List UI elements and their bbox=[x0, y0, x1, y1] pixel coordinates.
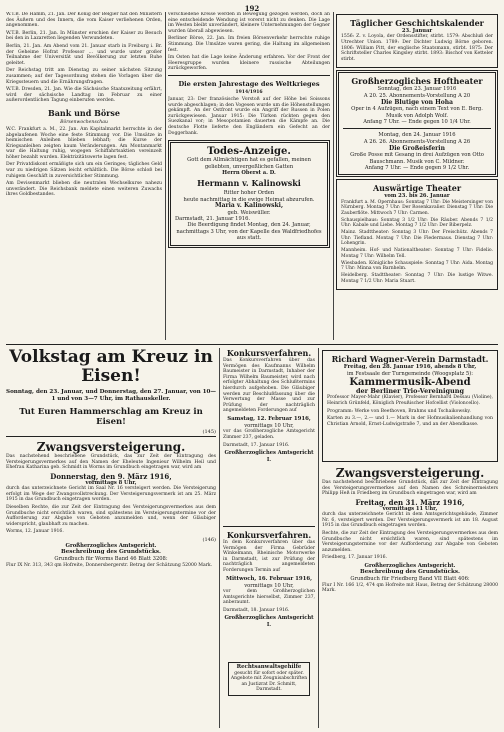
wagner-title: Richard Wagner-Verein Darmstadt. bbox=[331, 354, 489, 364]
section-subheading: Börsenwochenschau bbox=[60, 119, 108, 125]
death-notice-intro: Gott dem Allmächtigen hat es gefallen, meinen geliebten, unvergeßlichen Gatten bbox=[187, 157, 311, 170]
bankruptcy-title: Konkursverfahren. bbox=[226, 348, 312, 358]
news-item: Der Reichstag tritt am Dienstag zu seiner nächsten Sitzung zusammen; auf der Tagesordnung stehen die Vorlagen über die Kriegssteuern und die Ernährungsfragen. bbox=[6, 68, 162, 85]
theater-opera: Die Blutige von Hoha bbox=[380, 99, 454, 107]
foreclosure-notice-worms bbox=[6, 440, 216, 730]
bankruptcy-notice-2 bbox=[223, 530, 315, 656]
theater-schedule: Mannheim. Hof- und Nationaltheater: Sonntag 7 Uhr: Fidelio. Montag 7 Uhr: Wilhelm Tell. bbox=[341, 248, 493, 259]
foreclosure-text: durch das unterzeichnete Gericht im Saal Nr. 16 versteigert werden. Die Versteigerung erfolgt im Wege der Zwangsvollstreckung. Der Versteigerungsvermerk ist am 25. März 1915 in das Grundbuch eingetragen worden. bbox=[6, 486, 216, 503]
foreclosure-title: Zwangsversteigerung. bbox=[36, 440, 186, 454]
bank-report: W.C. Frankfurt a. M., 22. Jan. Am Kapitalmarkt herrschte in der abgelaufenen Woche eine feste Stimmung vor. Die Umsätze in heimischen Anleihen blieben lebhaft; die Kurse der Kriegsanleihen zeigten kaum Veränderungen. Am Montanmarkt war die Haltung ruhig, wogegen Schiffahrtsaktien vereinzelt höher bezahlt wurden. Elektrizitätswerte lagen fest. bbox=[6, 126, 162, 160]
column-separator bbox=[165, 12, 166, 340]
column-separator bbox=[318, 348, 319, 728]
foreclosure-desc-title: Beschreibung des Grundstücks. bbox=[61, 549, 161, 556]
theater-schedule: Heidelberg. Stadttheater: Sonntag 7 Uhr: Die lustige Witwe. Montag 7 1/2 Uhr: Maria Stuart. bbox=[341, 273, 493, 284]
page-number: 192 bbox=[244, 4, 260, 13]
foreclosure-title: Zwangsversteigerung. bbox=[335, 466, 485, 480]
foreclosure-text: Rechte, die zur Zeit der Eintragung des Versteigerungsvermerkes aus dem Grundbuche nicht ersichtlich waren, sind spätestens im Versteigerungstermine vor der Aufforderung zur Abgabe von Geboten anzumelden. bbox=[322, 530, 498, 553]
wagner-program: Programm: Werke von Beethoven, Brahms und Tschaikowsky. bbox=[327, 408, 471, 414]
wagner-event: Kammermusik-Abend bbox=[349, 377, 471, 389]
volkstag-cta: Tut Euren Hammerschlag am Kreuz in Eisen! bbox=[19, 407, 203, 427]
newspaper-page bbox=[6, 4, 498, 728]
wagner-society-ad bbox=[322, 350, 498, 462]
foreclosure-text: durch das unterzeichnete Gericht in dem Amtsgerichtsgebäude, Zimmer Nr. 6, versteigert werden. Der Versteigerungsvermerk ist am 18. August 1915 in das Grundbuch eingetragen worden. bbox=[322, 512, 498, 529]
bankruptcy-court: Großherzogliches Amtsgericht I. bbox=[224, 615, 314, 628]
volkstag-schedule: Sonntag, den 23. Januar, und Donnerstag, den 27. Januar, von 10—1 und von 3—7 Uhr, im Rathauskeller. bbox=[6, 389, 216, 402]
bankruptcy-time: vormittags 10 Uhr, bbox=[244, 422, 294, 429]
foreclosure-text: Das nachstehend beschriebene Grundstück, das zur Zeit der Eintragung des Versteigerungsvermerkes auf den Namen der Eheleute Ingenieur Wilhelm Heil und Ehefrau Katharina geb. Schmidt in Worms im Grundbuch eingetragen war, wird am bbox=[6, 454, 216, 471]
theater-monday-date: Montag, den 24. Januar 1916 bbox=[378, 132, 456, 139]
bankruptcy-date: Samstag, 12. Februar 1916, bbox=[227, 415, 311, 422]
theater-times: Anfang 7 Uhr. — Ende gegen 10 1/4 Uhr. bbox=[363, 119, 471, 125]
death-notice bbox=[168, 140, 330, 247]
court-theater bbox=[336, 70, 498, 177]
bankruptcy-place: Darmstadt, 17. Januar 1916. bbox=[223, 442, 290, 448]
divider bbox=[168, 75, 330, 76]
deceased-name: Hermann v. Kalinowski bbox=[197, 178, 301, 189]
foreclosure-court: Großherzogliches Amtsgericht. bbox=[65, 542, 157, 549]
death-notice-body: heute nachmittag in die ewige Heimat abzurufen. bbox=[183, 196, 315, 203]
war-anniversary-years: 1914/1916 bbox=[235, 89, 263, 95]
court-theater-title: Großherzogliches Hoftheater bbox=[351, 76, 483, 87]
news-item: W.T.B. De Hamm, 21. Jan. Der König der Belgier hat den Ministern des Äußern und des Innern, die vom Kaiser verliehenen Orden, angenommen. bbox=[6, 12, 162, 29]
theater-date: Sonntag, den 23. Januar 1916 bbox=[377, 86, 457, 93]
mourner-name: Maria v. Kalinowski, bbox=[214, 202, 284, 210]
theater-schedule: Schauspielhaus: Sonntag 3 1/2 Uhr: Die Räuber. Abends 7 1/2 Uhr: Kabale und Liebe. Montag 7 1/2 Uhr: Der Biberpelz. bbox=[341, 217, 493, 229]
divider bbox=[343, 128, 491, 129]
ad-divider bbox=[223, 526, 315, 527]
foreclosure-desc: Grundbuch für Friedberg Band VII Blatt 406: bbox=[350, 576, 470, 583]
theater-monday-opera: Die Großeisferin bbox=[389, 145, 445, 153]
column-separator bbox=[219, 348, 220, 728]
funeral-info: Die Beerdigung findet Montag, den 24. Januar, nachmittags 3 Uhr, von der Kapelle des Waldfriedhofes aus statt. bbox=[176, 222, 322, 242]
foreclosure-time: vormittags 11 Uhr, bbox=[382, 505, 438, 512]
foreclosure-place: Friedberg, 17. Januar 1916. bbox=[322, 555, 388, 561]
wagner-date: Freitag, den 28. Januar 1916, abends 8 Uhr, bbox=[343, 364, 477, 370]
volkstag-title: Volkstag am Kreuz in Eisen! bbox=[9, 348, 213, 386]
theater-desc: Oper in 4 Aufzügen, nach einem Text von E. Berg. Musik von Adolph Wolf. bbox=[351, 106, 483, 119]
foreclosure-text: Das nachstehend beschriebene Grundstück, das zur Zeit der Eintragung des Versteigerungsvermerkes auf den Namen des Schreinermeisters Philipp Heß in Friedberg im Grundbuch eingetragen war, wird am bbox=[322, 480, 498, 497]
history-calendar-text: 1556: Z. v. Loyola, der Ordensstifter, stirbt. 1579: Abschluß der Utrechter Union. 1789: Der Dichter Ludwig Börne geboren. 1806: William Pitt, der englische Staatsmann, stirbt. 1875: Der Schriftsteller Charles Kingsley stirbt. 1893: Bischof von Ketteler stirbt. bbox=[341, 34, 493, 62]
theater-schedule: Mainz. Stadttheater: Sonntag 3 Uhr: Der Freischütz. Abends 7 Uhr: Tiefland. Montag 7 Uhr: Die Fledermaus. Dienstag 7 Uhr: Lohengrin. bbox=[341, 230, 493, 247]
job-ad-title: Rechtsanwaltsgehilfe bbox=[236, 664, 302, 670]
wagner-venue: im Festsaale der Turngemeinde (Woogsplatz 5): bbox=[347, 371, 473, 377]
death-notice-title: Todes-Anzeige. bbox=[207, 146, 291, 158]
bankruptcy-court: Großherzogliches Amtsgericht I. bbox=[224, 450, 314, 463]
news-item: Berliner Börse, 22. Jan. Im freien Börsenverkehr herrschte ruhige Stimmung. Die Umsätze waren gering, die Haltung im allgemeinen fest. bbox=[168, 36, 330, 53]
bank-report: Der Privatdiskont ermäßigte sich um ein Geringes; tägliches Geld war zu niedrigen Sätzen leicht erhältlich. Die Börse schloß bei ruhigem Geschäft in zuversichtlicher Stimmung. bbox=[6, 162, 162, 179]
foreclosure-time: vormittags 8 Uhr, bbox=[85, 479, 137, 486]
foreclosure-notice-friedberg bbox=[322, 466, 498, 728]
bankruptcy-time: vormittags 10 Uhr, bbox=[244, 582, 294, 589]
foreclosure-desc-title: Beschreibung des Grundstücks. bbox=[360, 569, 460, 576]
foreign-theaters-date: vom 23. bis 26. Januar bbox=[384, 193, 450, 200]
column-right bbox=[336, 12, 498, 340]
theater-monday-desc: Große Posse mit Gesang in drei Aufzügen von Otto Bauschmann. Musik von C. Mildner. bbox=[350, 152, 484, 165]
foreclosure-text: Dieselben Rechte, die zur Zeit der Eintragung des Versteigerungsvermerkes aus dem Grundbuche nicht ersichtlich waren, sind spätestens im Versteigerungstermine vor der Aufforderung zur Abgabe von Geboten anzumelden und, wenn der Gläubiger widerspricht, glaubhaft zu machen. bbox=[6, 504, 216, 527]
foreign-theaters-title: Auswärtige Theater bbox=[372, 183, 462, 194]
bankruptcy-text: Das Konkursverfahren über das Vermögen des Kaufmanns Wilhelm Baumeister in Darmstadt, Inhaber der Firma Wilhelm Baumeister, wird nach erfolgter Abhaltung des Schlußtermins hierdurch aufgehoben. Die Gläubiger werden zur Beschlußfassung über die Verwertung der Masse und zur Prüfung der nachträglich angemeldeten Forderungen auf bbox=[223, 358, 315, 414]
mourner-sub: geb. Weiswüller. bbox=[227, 209, 271, 216]
theater-monday-series: A 26. 26. Abonnements-Vorstellung A 26 bbox=[363, 138, 471, 145]
foreclosure-date: Donnerstag, den 9. März 1916, bbox=[50, 471, 172, 481]
bankruptcy-text: vor dem Großherzoglichen Amtsgerichte hierselbst, Zimmer 237, anberaumt. bbox=[223, 588, 315, 606]
column-news-middle bbox=[168, 12, 330, 340]
news-item: W.T.B. Berlin, 21. Jan. In Münster erschien der Kaiser zu Besuch bei den in Lazaretten liegenden Verwundeten. bbox=[6, 30, 162, 42]
wagner-names: Professor Mayer-Mahr (Klavier), Professor Bernhard Dessau (Violine), Heinrich Grünfeld, Königlich Preußischer Hofcellist (Violoncello). bbox=[327, 395, 493, 406]
ad-divider bbox=[6, 436, 216, 437]
job-ad bbox=[223, 660, 315, 728]
war-anniversary-text: Januar, 23: Der französische Vorstoß auf der Höhe bei Soissons wurde abgeschlagen; in den Vogesen wurde um die Höhenstellungen gekämpft. An der Ostfront wurde ein Angriff der Russen in Polen zurückgewiesen. Januar 1915: Die Türken rückten gegen den Suezkanal vor; in Mesopotamien dauerten die Kämpfe an. Die deutsche Flotte lieferte den Engländern ein Gefecht an der Doggerbank. bbox=[168, 96, 330, 136]
bankruptcy-place: Darmstadt, 18. Januar 1916. bbox=[223, 607, 290, 613]
column-news-left bbox=[6, 12, 162, 340]
theater-series: A 20. 25. Abonnements-Vorstellung A 20 bbox=[363, 92, 471, 99]
job-ad-text: gesucht für sofort oder später. Angebote mit Zeugnisabschriften an Justizrat Dr. Schmitt, Darmstadt. bbox=[230, 670, 308, 692]
foreclosure-date: Freitag, den 31. März 1916, bbox=[355, 497, 465, 507]
war-anniversary-heading: Die ersten Jahrestage des Weltkrieges bbox=[178, 79, 320, 88]
section-heading-bank: Bank und Börse bbox=[47, 107, 120, 118]
bankruptcy-date: Mittwoch, 16. Februar 1916, bbox=[225, 575, 313, 582]
job-ad-box bbox=[228, 662, 311, 696]
news-item: verschiedene Kreise werden in Bewegung gezogen werden, doch an eine entscheidende Wendung ist vorerst nicht zu denken. Die Lage im Westen bleibt unverändert, kleinere Unternehmungen der Gegner wurden überall abgewiesen. bbox=[168, 12, 330, 34]
wagner-performers: der Berliner Trio-Vereinigung bbox=[355, 387, 465, 396]
bankruptcy-notice-1 bbox=[223, 348, 315, 524]
bankruptcy-text: In dem Konkursverfahren über das Vermögen der Firma Gebrüder Winkelmann, Rheinische Motorwerke in Darmstadt, ist zur Prüfung der nachträglich angemeldeten Forderungen Termin auf bbox=[223, 540, 315, 573]
news-item: W.T.B. Dresden, 21. Jan. Wie die Sächsische Staatszeitung erfährt, wird der sächsische Landtag im Februar zu einer außerordentlichen Tagung einberufen werden. bbox=[6, 87, 162, 104]
foreclosure-desc: Grundbuch für Worms Band 46 Blatt 3208: bbox=[54, 556, 168, 563]
news-item: Im Osten hat die Lage keine Änderung erfahren. Vor der Front der Heeresgruppe wurden kleinere russische Abteilungen zurückgeworfen. bbox=[168, 55, 330, 72]
death-notice-place-date: Darmstadt, 21. Januar 1916. bbox=[175, 215, 251, 222]
section-divider bbox=[6, 344, 498, 345]
bankruptcy-title: Konkursverfahren. bbox=[226, 530, 312, 540]
theater-schedule: Frankfurt a. M. Opernhaus: Sonntag 7 Uhr: Die Meistersinger von Nürnberg. Montag 7 Uhr: Der Rosenkavalier. Dienstag 7 Uhr: Die Zauberflöte. Mittwoch 7 Uhr: Carmen. bbox=[341, 199, 493, 216]
foreclosure-desc: Flur IX Nr. 313, 343 qm Hofreite, Donnersbergerstr. Betrag der Schätzung 52000 Mark. bbox=[6, 562, 213, 568]
history-calendar-date: 23. Januar bbox=[401, 28, 433, 34]
theater-schedule: Wiesbaden. Königliche Schauspiele: Sonntag 7 Uhr: Aida. Montag 7 Uhr: Minna von Barnhelm. bbox=[341, 260, 493, 272]
ad-ref: (146) bbox=[202, 536, 216, 543]
foreign-theaters bbox=[336, 179, 498, 289]
foreclosure-place: Worms, 12. Januar 1916. bbox=[6, 529, 64, 535]
theater-monday-times: Anfang 7 Uhr. — Ende gegen 9 1/2 Uhr. bbox=[364, 165, 470, 172]
death-notice-prefix: Herrn Oberst a. D. bbox=[222, 169, 276, 176]
bank-report: Am Devisenmarkt blieben die neutralen Wechselkurse nahezu unverändert. Die Reichsbank meldete einen weiteren Zuwachs ihres Goldbestandes. bbox=[6, 181, 162, 198]
foreclosure-court: Großherzogliches Amtsgericht. bbox=[364, 562, 456, 569]
column-separator bbox=[333, 12, 334, 340]
ad-ref: (145) bbox=[202, 429, 216, 434]
history-calendar-title: Täglicher Geschichtskalender bbox=[350, 18, 484, 28]
wagner-tickets: Karten zu 3.—, 2.— und 1.— Mark in der Hofmusikalienhandlung von Christian Arnold, Ernst-Ludwigstraße 7, und an der Abendkasse. bbox=[327, 416, 493, 427]
bankruptcy-text: vor das Großherzogliche Amtsgericht Zimmer 237, geladen. bbox=[223, 429, 315, 440]
history-calendar bbox=[336, 14, 498, 68]
news-item: Berlin, 21. Jan. Am Abend vom 21. Januar starb in Freiburg i. Br. der Geheime Hofrat Professor ... und wurde unter großer Teilnahme der Universität und Bevölkerung zur letzten Ruhe geleitet. bbox=[6, 43, 162, 66]
volkstag-ad bbox=[6, 348, 216, 434]
deceased-rank: Ritter hoher Orden bbox=[223, 190, 275, 197]
foreclosure-desc: Flur I Nr. 166 1/2, 474 qm Hofreite mit Haus, Betrag der Schätzung 28000 Mark. bbox=[322, 582, 498, 594]
